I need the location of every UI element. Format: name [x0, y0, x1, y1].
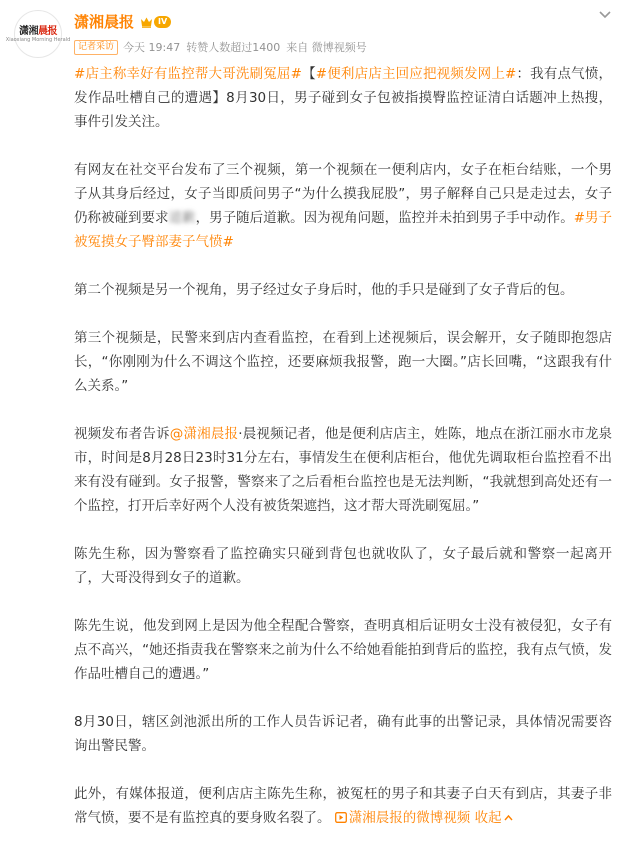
post-meta [74, 39, 367, 55]
post-time[interactable]: 今天 19:47 [123, 41, 181, 54]
collapse-button[interactable]: 收起 [475, 810, 513, 826]
paragraph-5: 视频发布者告诉@潇湘晨报·晨视频记者，他是便利店店主，姓陈，地点在浙江丽水市龙泉市，时间是8月28日23时31分左右，事情发生在便利店柜台，他优先调取柜台监控看不出来有没有碰到。女子报警，警察来了之后看柜台监控也是无法判断，“我就想到高处还有一个监控，打开后幸好两个人没有被货架遮挡，这才帮大哥洗刷冤屈。” [74, 426, 613, 514]
avatar-logo: 潇湘晨报 [19, 25, 57, 37]
paragraph-8: 8月30日，辖区剑池派出所的工作人员告诉记者，确有此事的出警记录，具体情况需要咨询出警民警。 [74, 714, 612, 754]
paragraph-7: 陈先生说，他发到网上是因为他全程配合警察，查明真相后证明女士没有被侵犯，女子有点不高兴，“她还指责我在警察来之前为什么不给她看能拍到背后的监控，我有点气愤，发作品吐槽自己的遭遇。” [74, 618, 612, 682]
blurred-text: 道歉 [168, 210, 196, 226]
hashtag-link[interactable]: #店主称幸好有监控帮大哥洗刷冤屈# [74, 66, 302, 82]
paragraph-1: #店主称幸好有监控帮大哥洗刷冤屈#【#便利店店主回应把视频发网上#：我有点气愤，发作品吐槽自己的遭遇】8月30日，男子碰到女子包被指摸臀监控证清白话题冲上热搜，事件引发关注。 [74, 66, 613, 130]
post-content [74, 62, 612, 854]
author-row [74, 12, 171, 32]
chevron-up-icon [504, 814, 513, 821]
video-play-icon [335, 812, 347, 823]
post-header [5, 8, 614, 58]
repost-count: 转赞人数超过1400 [186, 41, 281, 54]
crown-icon [140, 16, 153, 28]
reporter-badge: 记者采访 [74, 40, 118, 55]
paragraph-4: 第三个视频是，民警来到店内查看监控，在看到上述视频后，误会解开，女子随即抱怨店长，“你刚刚为什么不调这个监控，还要麻烦我报警，跑一大圈。”店长回嘴，“这跟我有什么关系。” [74, 330, 612, 394]
vip-badge[interactable] [140, 15, 171, 29]
video-link[interactable]: 潇湘晨报的微博视频 [335, 810, 471, 826]
paragraph-6: 陈先生称，因为警察看了监控确实只碰到背包也就收队了，女子最后就和警察一起离开了，大哥没得到女子的道歉。 [74, 546, 612, 586]
vip-level: IV [154, 16, 171, 28]
hashtag-link[interactable]: #便利店店主回应把视频发网上# [315, 66, 517, 82]
author-name[interactable]: 潇湘晨报 [74, 13, 135, 31]
paragraph-9: 此外，有媒体报道，便利店店主陈先生称，被冤枉的男子和其妻子白天有到店，其妻子非常气愤，要不是有监控真的要身败名裂了。 潇湘晨报的微博视频 收起 [74, 786, 612, 826]
paragraph-3: 第二个视频是另一个视角，男子经过女子身后时，他的手只是碰到了女子背后的包。 [74, 282, 574, 298]
mention-link[interactable]: @潇湘晨报 [169, 426, 239, 442]
chevron-down-icon[interactable] [598, 10, 612, 20]
paragraph-2: 有网友在社交平台发布了三个视频，第一个视频在一便利店内，女子在柜台结账，一个男子从其身后经过，女子当即质问男子“为什么摸我屁股”，男子解释自己只是走过去，女子仍称被碰到要求道歉，男子随后道歉。因为视角问题，监控并未拍到男子手中动作。#男子被冤摸女子臀部妻子气愤# [74, 162, 613, 250]
hashtag-link[interactable]: #男子被冤摸女子臀部妻子气愤# [74, 210, 613, 250]
avatar[interactable] [5, 10, 71, 58]
post-source: 来自 微博视频号 [286, 41, 367, 54]
avatar-logo-sub: Xiaoxiang Morning Herald [5, 36, 71, 43]
